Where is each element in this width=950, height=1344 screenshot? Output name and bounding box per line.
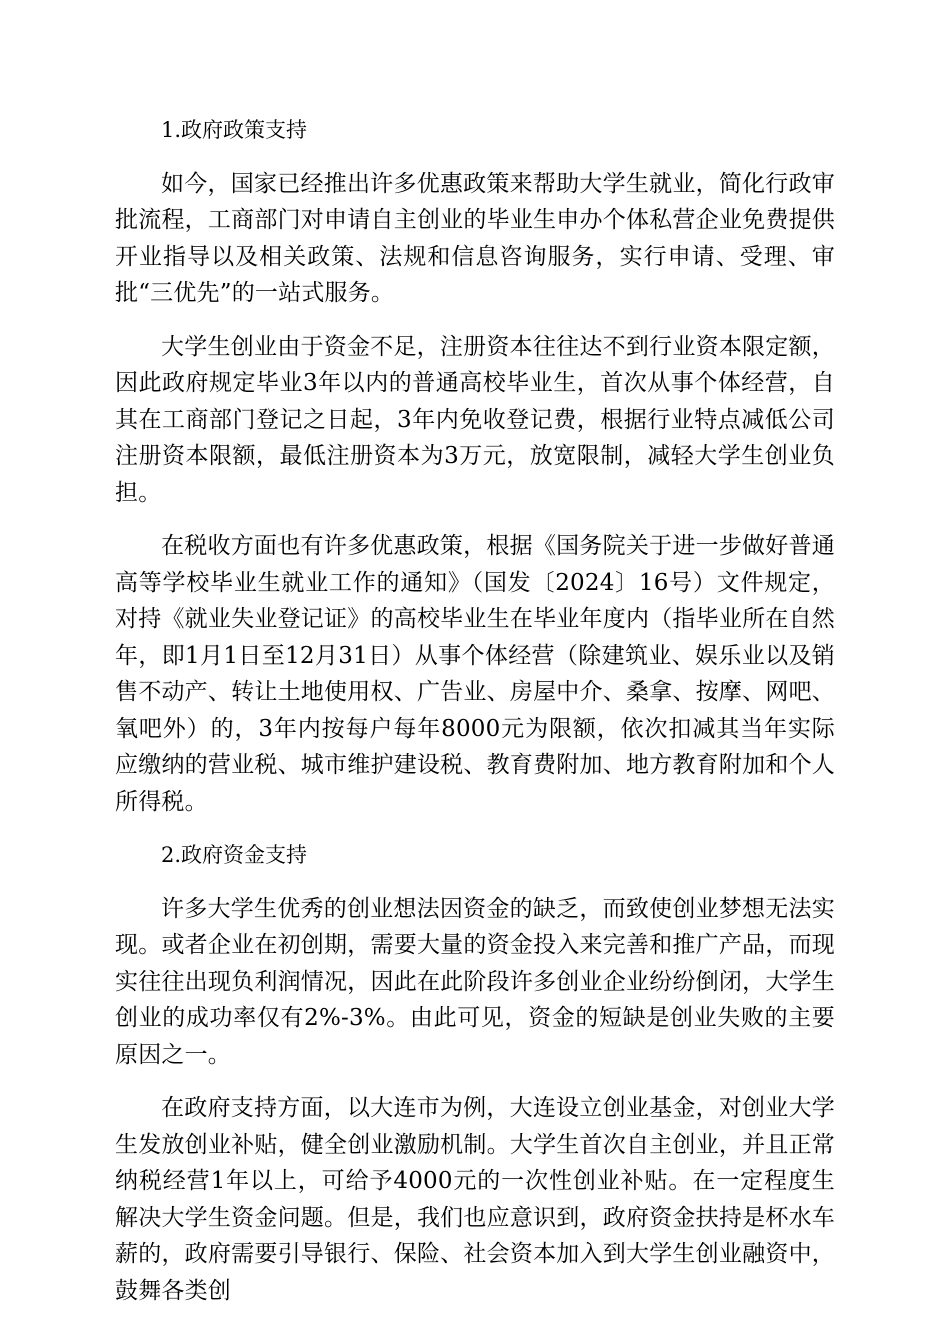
document-body [115, 112, 835, 1326]
section-heading-funding: 2.政府资金支持 [161, 843, 308, 867]
paragraph-funding-shortage: 许多大学生优秀的创业想法因资金的缺乏，而致使创业梦想无法实现。或者企业在初创期，需要大量的资金投入来完善和推广产品，而现实往往出现负利润情况，因此在此阶段许多创业企业纷纷倒闭，大学生创业的成功率仅有2%-3%。由此可见，资金的短缺是创业失败的主要原因之一。 [115, 895, 835, 1068]
paragraph-dalian-example: 在政府支持方面，以大连市为例，大连设立创业基金，对创业大学生发放创业补贴，健全创业激励机制。大学生首次自主创业，并且正常纳税经营1年以上，可给予4000元的一次性创业补贴。在一定程度生解决大学生资金问题。但是，我们也应意识到，政府资金扶持是杯水车薪的，政府需要引导银行、保险、社会资本加入到大学生创业融资中，鼓舞各类创 [115, 1095, 835, 1304]
paragraph-policy-overview: 如今，国家已经推出许多优惠政策来帮助大学生就业，简化行政审批流程，工商部门对申请自主创业的毕业生申办个体私营企业免费提供开业指导以及相关政策、法规和信息咨询服务，实行申请、受理、审批“三优先”的一站式服务。 [115, 170, 835, 306]
paragraph-tax-preferences: 在税收方面也有许多优惠政策，根据《国务院关于进一步做好普通高等学校毕业生就业工作的通知》（国发〔2024〕16号）文件规定，对持《就业失业登记证》的高校毕业生在毕业年度内（指毕业所在自然年，即1月1日至12月31日）从事个体经营（除建筑业、娱乐业以及销售不动产、转让土地使用权、广告业、房屋中介、桑拿、按摩、网吧、氧吧外）的，3年内按每户每年8000元为限额，依次扣减其当年实际应缴纳的营业税、城市维护建设税、教育费附加、地方教育附加和个人所得税。 [115, 533, 835, 815]
paragraph-registration-capital: 大学生创业由于资金不足，注册资本往往达不到行业资本限定额，因此政府规定毕业3年以内的普通高校毕业生，首次从事个体经营，自其在工商部门登记之日起，3年内免收登记费，根据行业特点减低公司注册资本限额，最低注册资本为3万元，放宽限制，减轻大学生创业负担。 [115, 333, 835, 506]
section-heading-policy: 1.政府政策支持 [161, 118, 308, 142]
